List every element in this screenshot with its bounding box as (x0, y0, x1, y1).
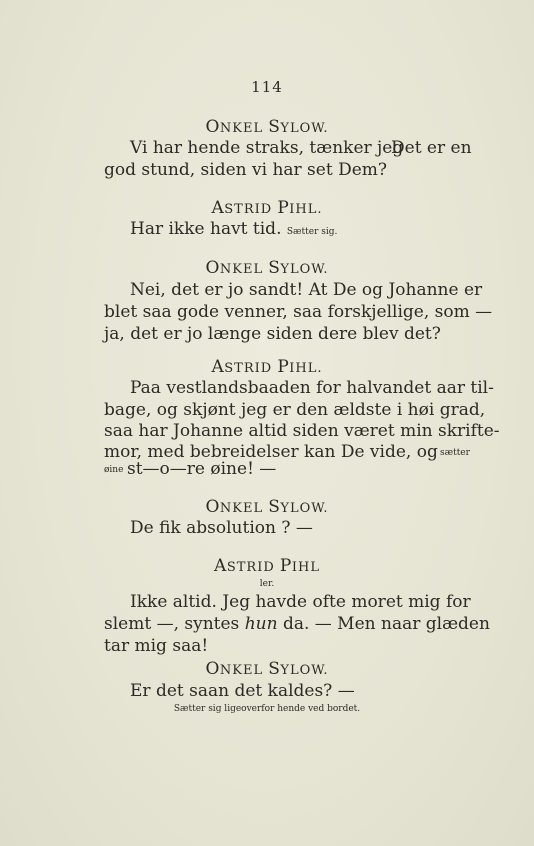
speaker-name: ONKEL SYLOW. (205, 258, 329, 278)
dialogue-line: Ikke altid. Jeg havde ofte moret mig for (130, 592, 471, 612)
speaker-name: ONKEL SYLOW. (205, 117, 329, 137)
dialogue-line: saa har Johanne altid siden været min skrifte- (104, 421, 500, 441)
speaker-name: ASTRID PIHL. (211, 357, 323, 377)
dialogue-line: slemt —, syntes hun da. — Men naar glæden (104, 614, 490, 634)
dialogue-line: Vi har hende straks, tænker jeg (130, 138, 404, 158)
dialogue-line: Nei, det er jo sandt! At De og Johanne er (130, 280, 483, 300)
speaker-name: ONKEL SYLOW. (205, 659, 329, 679)
dialogue-line: st—o—re øine! — (127, 459, 277, 479)
stage-direction: Sætter sig. (286, 227, 338, 237)
dialogue-line: Paa vestlandsbaaden for halvandet aar til- (130, 378, 494, 398)
dialogue-line: god stund, siden vi har set Dem? (104, 160, 388, 180)
stage-direction: Sætter sig ligeoverfor hende ved bordet. (173, 704, 361, 714)
dialogue-line: tar mig saa! (104, 636, 209, 656)
dialogue-line: mor, med bebreidelser kan De vide, og (104, 442, 438, 462)
speaker-name: ASTRID PIHL. (211, 198, 323, 218)
stage-direction: ler. (259, 579, 275, 589)
page-number: 114 (251, 78, 283, 96)
dialogue-line: blet saa gode venner, saa forskjellige, som — (104, 302, 493, 322)
dialogue-line: Er det saan det kaldes? — (130, 681, 355, 701)
stage-direction: øine (104, 465, 124, 475)
dialogue-line: Det er en (391, 138, 472, 158)
dialogue-line: Har ikke havt tid. Sætter sig. (130, 219, 338, 239)
stage-direction: sætter (440, 448, 470, 458)
speaker-name: ONKEL SYLOW. (205, 497, 329, 517)
dialogue-line: bage, og skjønt jeg er den ældste i høi grad, (104, 400, 486, 420)
dialogue-line: ja, det er jo længe siden dere blev det? (104, 324, 441, 344)
speaker-name: ASTRID PIHL (214, 556, 320, 576)
dialogue-line: De fik absolution ? — (130, 518, 313, 538)
